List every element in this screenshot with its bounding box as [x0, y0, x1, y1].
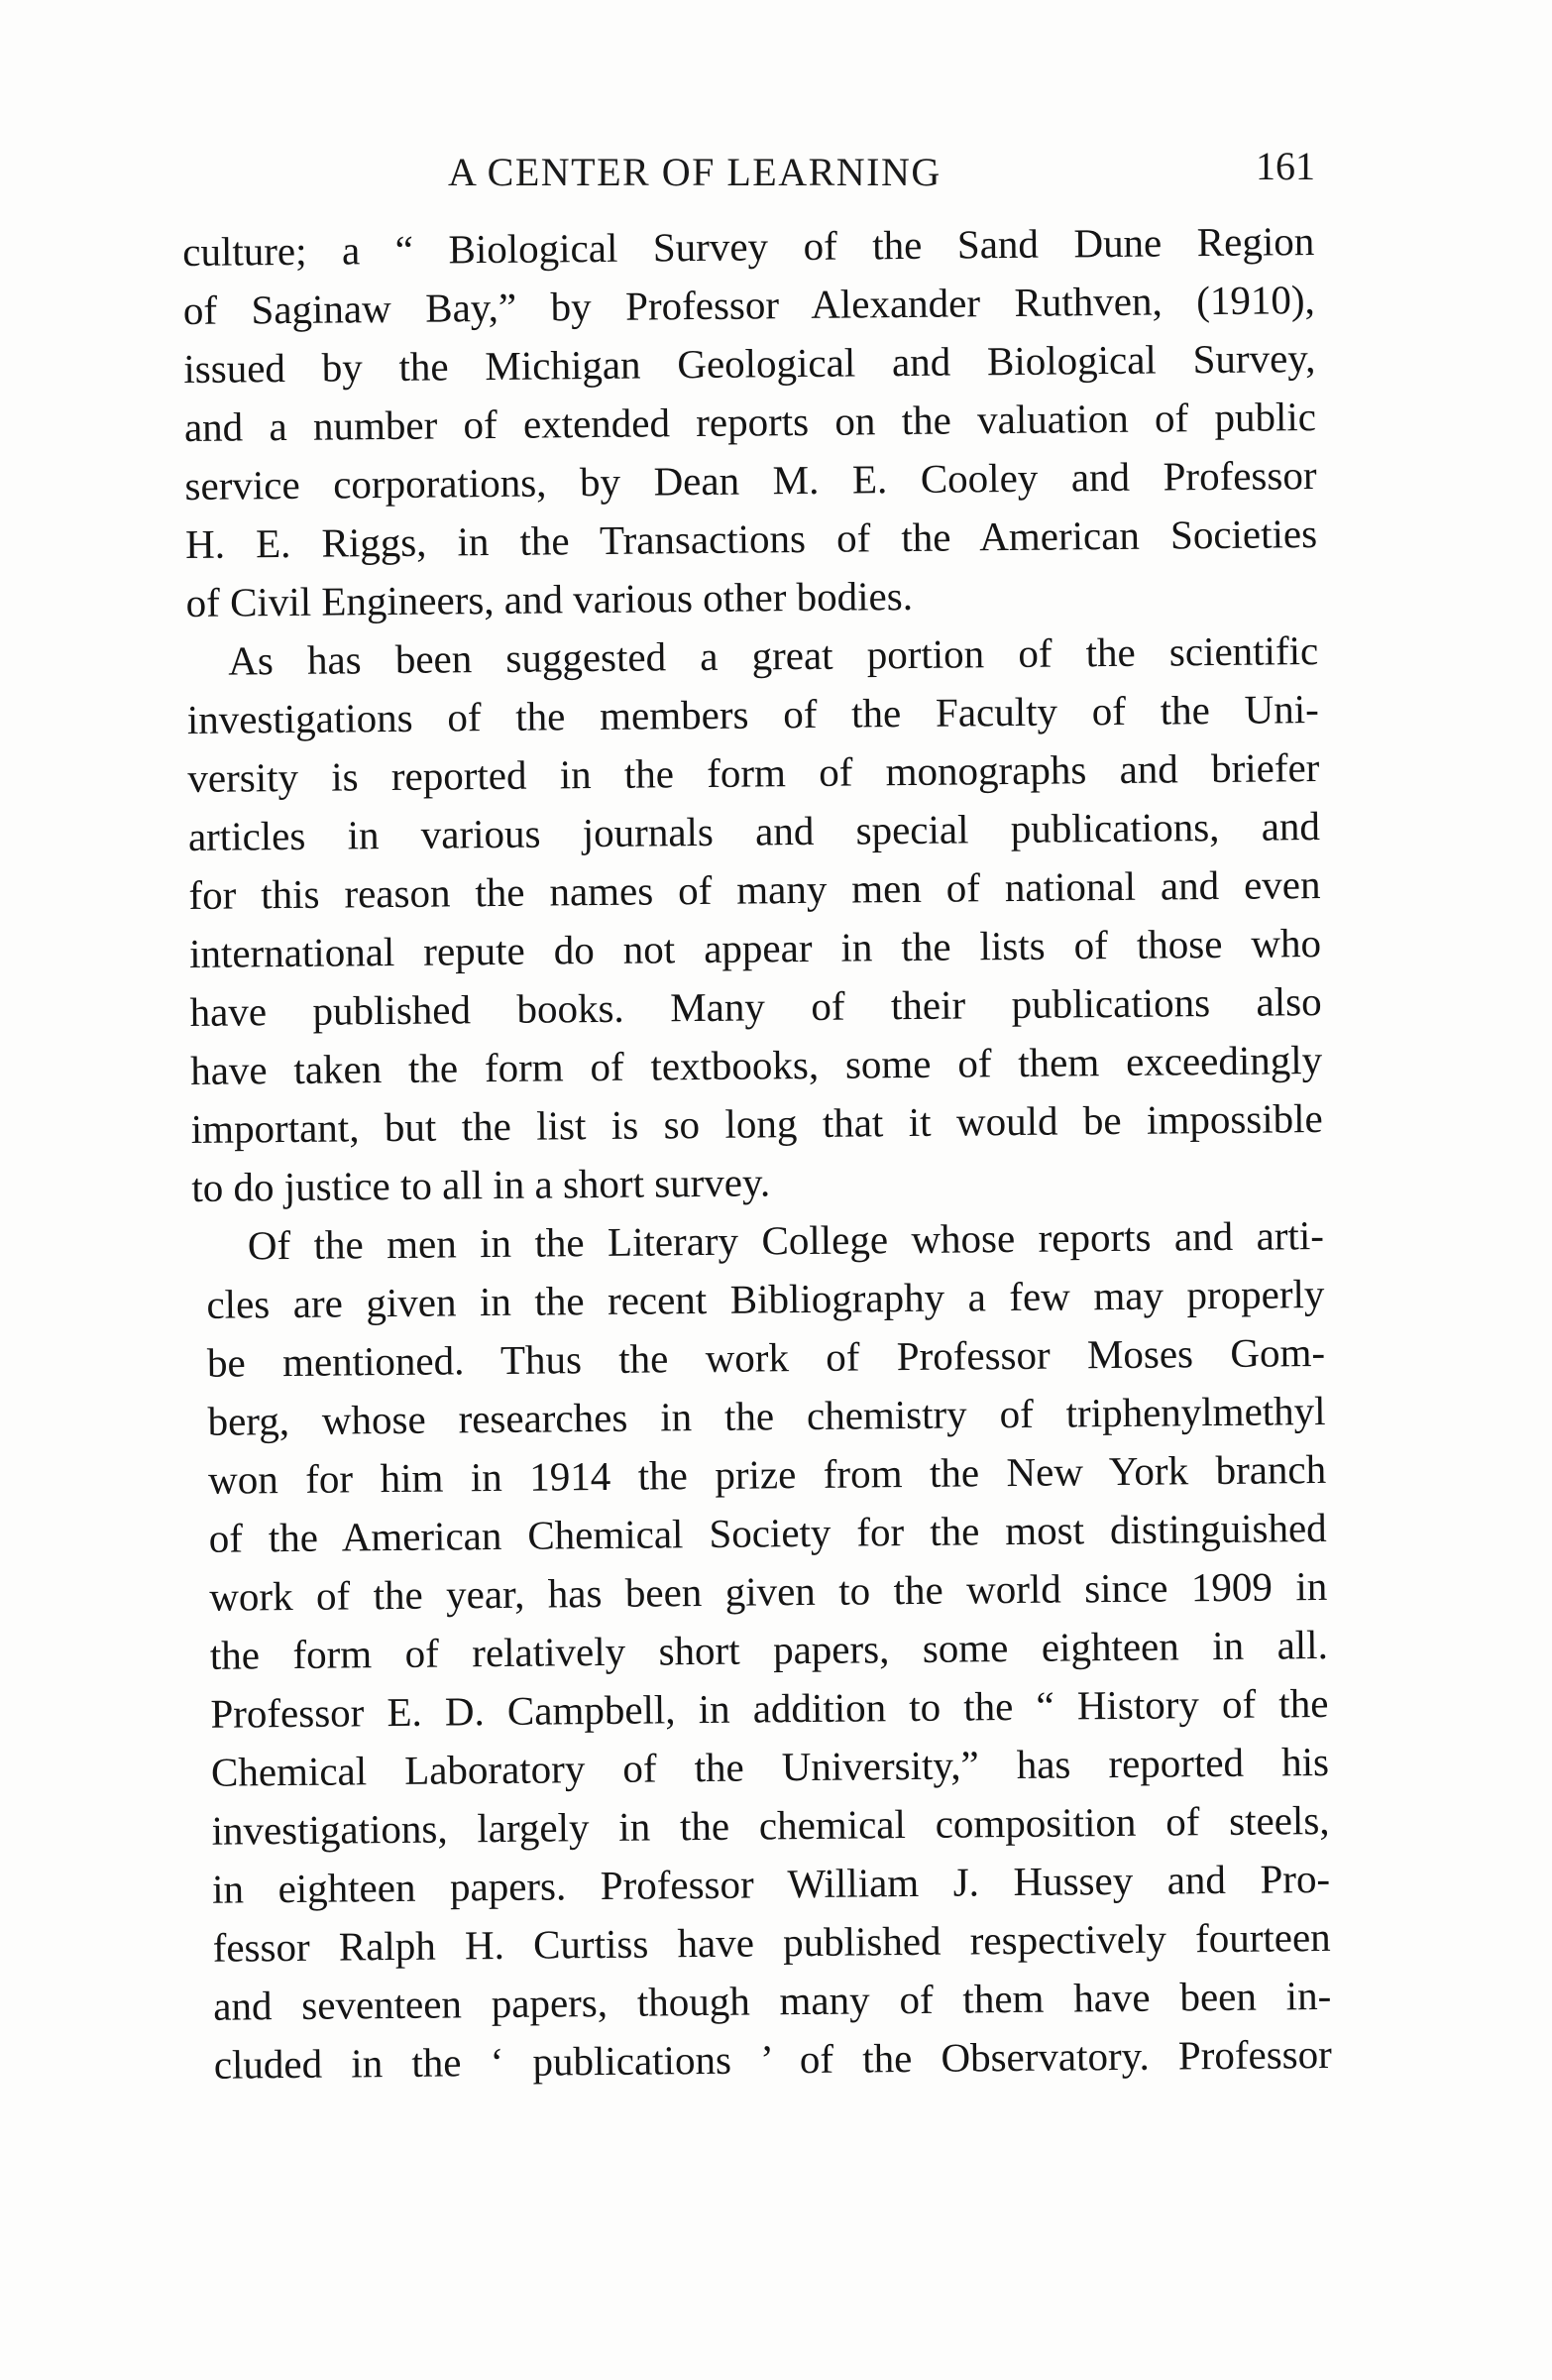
text-line: important, but the list is so long that it would be impossible	[190, 1094, 1323, 1152]
text-line: cluded in the ‘ publications ’ of the Observatory. Professor	[213, 2030, 1333, 2088]
text-line: and seventeen papers, though many of them have been in-	[213, 1972, 1332, 2029]
page-header	[448, 144, 1340, 208]
text-line: and a number of extended reports on the valuation of public	[183, 394, 1317, 450]
paragraph	[182, 212, 1318, 632]
text-line: for this reason the names of many men of national and even	[188, 861, 1321, 918]
body-text	[182, 212, 1332, 2095]
text-line: of the American Chemical Society for the most distinguished	[208, 1504, 1327, 1561]
text-line: have published books. Many of their publications also	[189, 978, 1322, 1035]
text-line: articles in various journals and special publications, and	[187, 803, 1321, 859]
text-line: the form of relatively short papers, some eighteen in all.	[209, 1621, 1329, 1678]
text-line: As has been suggested a great portion of the scientific	[228, 627, 1319, 684]
text-line: have taken the form of textbooks, some of them exceedingly	[189, 1036, 1323, 1093]
page-number: 161	[1256, 144, 1315, 188]
text-line: fessor Ralph H. Curtiss have published respectively fourteen	[212, 1913, 1331, 1971]
text-line: Professor E. D. Campbell, in addition to the “ History of the	[210, 1679, 1329, 1737]
running-title: A CENTER OF LEARNING	[448, 150, 942, 194]
text-line: in eighteen papers. Professor William J. Hussey and Pro-	[211, 1855, 1331, 1912]
text-line: investigations of the members of the Faculty of the Uni-	[186, 686, 1319, 742]
text-line: of Saginaw Bay,” by Professor Alexander Ruthven, (1910),	[182, 277, 1316, 333]
text-line: versity is reported in the form of monographs and briefer	[187, 744, 1320, 801]
text-line: work of the year, has been given to the world since 1909 in	[209, 1562, 1328, 1620]
paragraph	[206, 1206, 1332, 2095]
text-line: service corporations, by Dean M. E. Cooley and Professor	[184, 452, 1317, 509]
text-line: Chemical Laboratory of the University,” has reported his	[210, 1738, 1330, 1795]
text-line: Of the men in the Literary College whose reports and arti-	[247, 1211, 1325, 1269]
text-line: international repute do not appear in the lists of those who	[188, 920, 1322, 976]
text-line: be mentioned. Thus the work of Professor Moses Gom-	[206, 1328, 1326, 1386]
text-line: won for him in 1914 the prize from the New York branch	[207, 1445, 1327, 1503]
text-line: to do justice to all in a short survey.	[191, 1159, 771, 1210]
text-line: cles are given in the recent Bibliography a few may properly	[206, 1270, 1325, 1327]
text-line: berg, whose researches in the chemistry of triphenylmethyl	[207, 1387, 1326, 1444]
paragraph	[186, 622, 1324, 1217]
text-line: issued by the Michigan Geological and Biological Survey,	[183, 335, 1316, 392]
text-line: investigations, largely in the chemical composition of steels,	[211, 1796, 1330, 1854]
text-line: of Civil Engineers, and various other bodies.	[185, 572, 914, 625]
text-line: H. E. Riggs, in the Transactions of the American Societies	[184, 510, 1318, 567]
text-line: culture; a “ Biological Survey of the Sand Dune Region	[182, 218, 1315, 275]
